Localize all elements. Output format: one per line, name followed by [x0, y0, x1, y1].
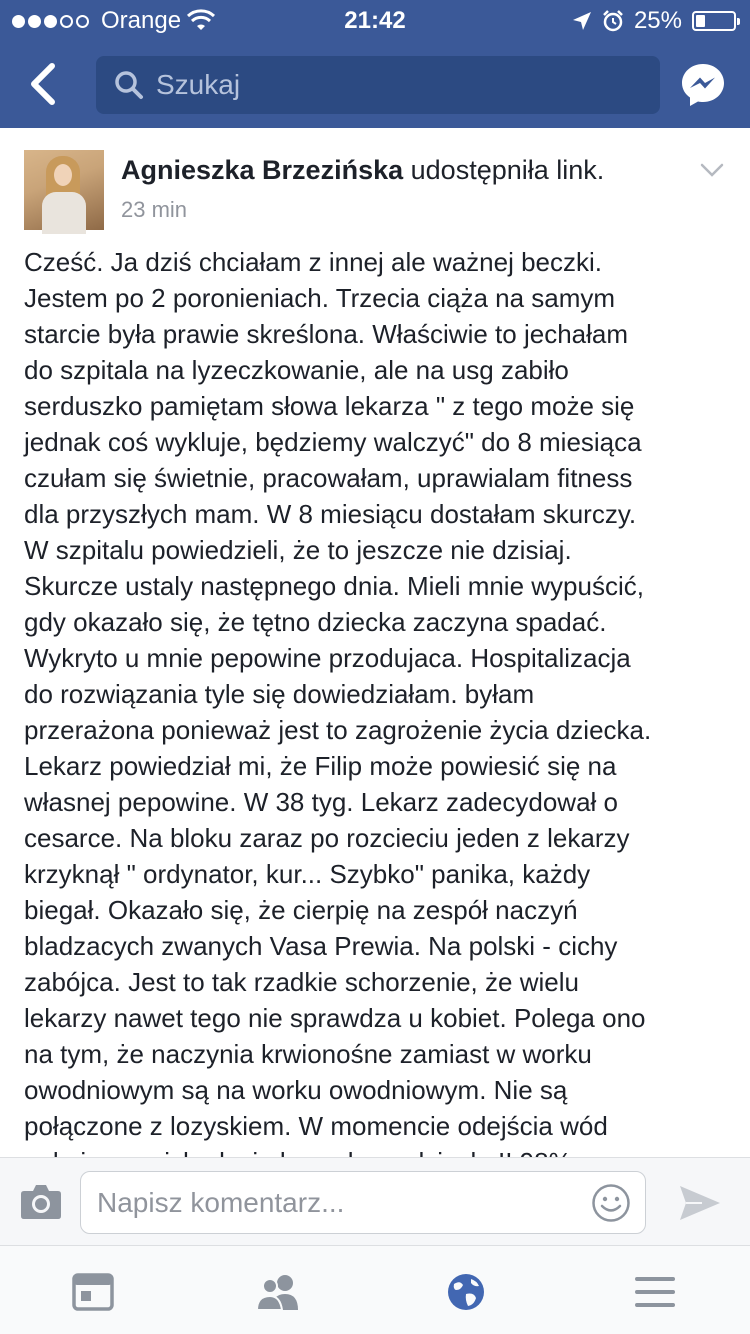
bottom-tab-bar: [0, 1245, 750, 1334]
post-text-line: lekarzy nawet tego nie sprawdza u kobiet. Polega ono: [24, 1003, 646, 1033]
post-text-line: jednak coś wykluje, będziemy walczyć" do 8 miesiąca: [24, 427, 642, 457]
carrier-name: Orange: [101, 7, 182, 34]
post-text-line: własnej pepowine. W 38 tyg. Lekarz zadecydował o: [24, 787, 618, 817]
post-text-line: W szpitalu powiedzieli, że to jeszcze nie dzisiaj.: [24, 535, 572, 565]
globe-notifications-icon[interactable]: [444, 1272, 488, 1312]
author-name-link[interactable]: Agnieszka Brzezińska: [121, 155, 404, 185]
post-text-line: Skurcze ustaly następnego dnia. Mieli mnie wypuścić,: [24, 571, 644, 601]
location-arrow-icon: [572, 11, 592, 31]
search-icon: [114, 70, 144, 100]
send-icon[interactable]: [678, 1184, 722, 1222]
post-author-line: [121, 155, 604, 186]
post-text-line: serduszko pamiętam słowa lekarza " z tego może się: [24, 391, 635, 421]
friends-icon[interactable]: [256, 1272, 300, 1312]
post-text-line: Wykryto u mnie pepowine przodujaca. Hospitalizacja: [24, 643, 631, 673]
app-header: [0, 40, 750, 128]
post-text-line: cesarce. Na bloku zaraz po rozcieciu jeden z lekarzy: [24, 823, 630, 853]
post-text-line: bladzacych zwanych Vasa Prewia. Na polski - cichy: [24, 931, 618, 961]
battery-icon: [692, 11, 736, 31]
status-bar: [0, 0, 750, 40]
alarm-icon: [602, 10, 624, 32]
post-text-line: Cześć. Ja dziś chciałam z innej ale ważnej beczki.: [24, 247, 603, 277]
camera-icon[interactable]: [20, 1182, 62, 1220]
messenger-icon[interactable]: [680, 62, 726, 108]
post-text-line: połączone z lozyskiem. W momencie odejścia wód: [24, 1111, 608, 1141]
post-text-line: zabójca. Jest to tak rzadkie schorzenie, że wielu: [24, 967, 579, 997]
post-timestamp[interactable]: 23 min: [121, 197, 188, 222]
post-text-line: dla przyszłych mam. W 8 miesiącu dostałam skurczy.: [24, 499, 637, 529]
post-text-line: do szpitala na lyzeczkowanie, ale na usg zabiło: [24, 355, 569, 385]
comment-placeholder: Napisz komentarz...: [97, 1187, 345, 1218]
post-text-line: Jestem po 2 poronieniach. Trzecia ciąża na samym: [24, 283, 616, 313]
news-feed-icon[interactable]: [71, 1272, 115, 1312]
post-text-line: przerażona ponieważ jest to zagrożenie życia dziecka.: [24, 715, 652, 745]
top-bar: [0, 0, 750, 128]
menu-icon[interactable]: [633, 1272, 677, 1312]
post-text-line: owodniowym są na worku owodniowym. Nie są: [24, 1075, 568, 1105]
emoji-icon[interactable]: [591, 1183, 631, 1223]
battery-level: [696, 15, 705, 27]
search-input[interactable]: [96, 56, 660, 114]
back-arrow-icon[interactable]: [22, 58, 72, 110]
post-text-line: biegał. Okazało się, że cierpię na zespół naczyń: [24, 895, 578, 925]
post-text-line: czułam się świetnie, pracowałam, uprawialam fitness: [24, 463, 633, 493]
search-placeholder: Szukaj: [156, 69, 241, 100]
post-text-line: krzyknął " ordynator, kur... Szybko" panika, każdy: [24, 859, 591, 889]
post-text-line: gdy okazało się, że tętno dziecka zaczyna spadać.: [24, 607, 607, 637]
post-action-text: udostępniła link.: [410, 155, 605, 185]
chevron-down-icon[interactable]: [700, 162, 724, 178]
post-text-line: na tym, że naczynia krwionośne zamiast w worku: [24, 1039, 592, 1069]
post-text-line: starcie była prawie skreślona. Właściwie to jechałam: [24, 319, 629, 349]
post-text-line: do rozwiązania tyle się dowiedziałam. byłam: [24, 679, 535, 709]
post-text: [24, 244, 730, 1157]
avatar[interactable]: [24, 150, 104, 230]
comment-composer: [0, 1157, 750, 1245]
post-text-line: Lekarz powiedział mi, że Filip może powiesić się na: [24, 751, 617, 781]
battery-percent: 25%: [633, 7, 682, 34]
clock: 21:42: [344, 7, 406, 34]
comment-input[interactable]: [80, 1171, 646, 1234]
post-header: [0, 128, 750, 238]
